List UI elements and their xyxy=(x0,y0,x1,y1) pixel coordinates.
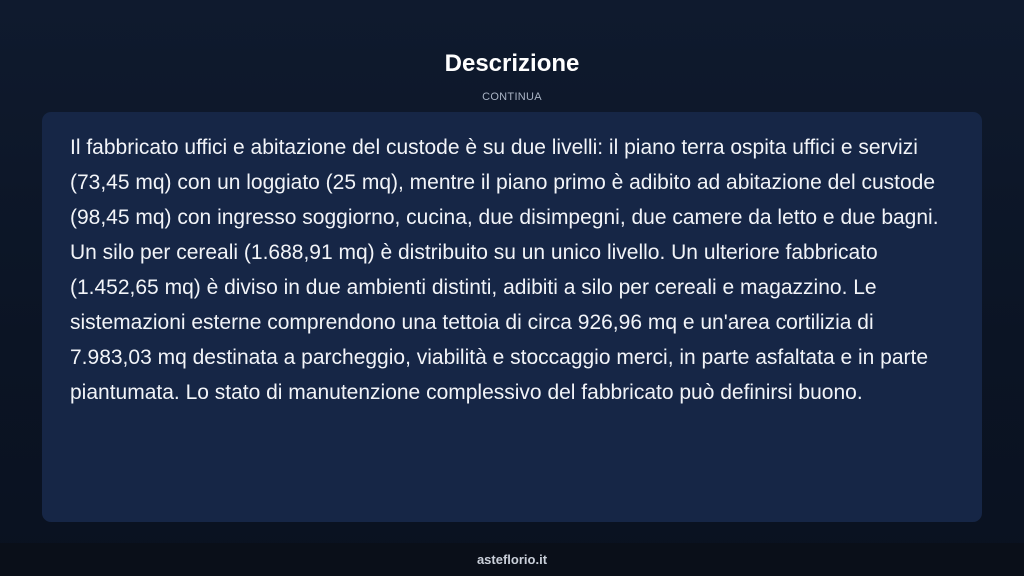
footer-site-label: asteflorio.it xyxy=(476,552,548,567)
description-card xyxy=(42,112,982,522)
page-title: Descrizione xyxy=(444,50,580,77)
continuation-label: CONTINUA xyxy=(482,91,542,103)
description-text: Il fabbricato uffici e abitazione del custode è su due livelli: il piano terra ospita uffici e servizi (73,45 mq) con un loggiato (25 mq), mentre il piano primo è adibito ad abitazione del custode (98,45 mq) con ingresso soggiorno, cucina, due disimpegni, due camere da letto e due bagni. Un silo per cereali (1.688,91 mq) è distribuito su un unico livello. Un ulteriore fabbricato (1.452,65 mq) è diviso in due ambienti distinti, adibiti a silo per cereali e magazzino. Le sistemazioni esterne comprendono una tettoia di circa 926,96 mq e un'area cortilizia di 7.983,03 mq destinata a parcheggio, viabilità e stoccaggio merci, in parte asfaltata e in parte piantumata. Lo stato di manutenzione complessivo del fabbricato può definirsi buono. xyxy=(70,136,939,404)
